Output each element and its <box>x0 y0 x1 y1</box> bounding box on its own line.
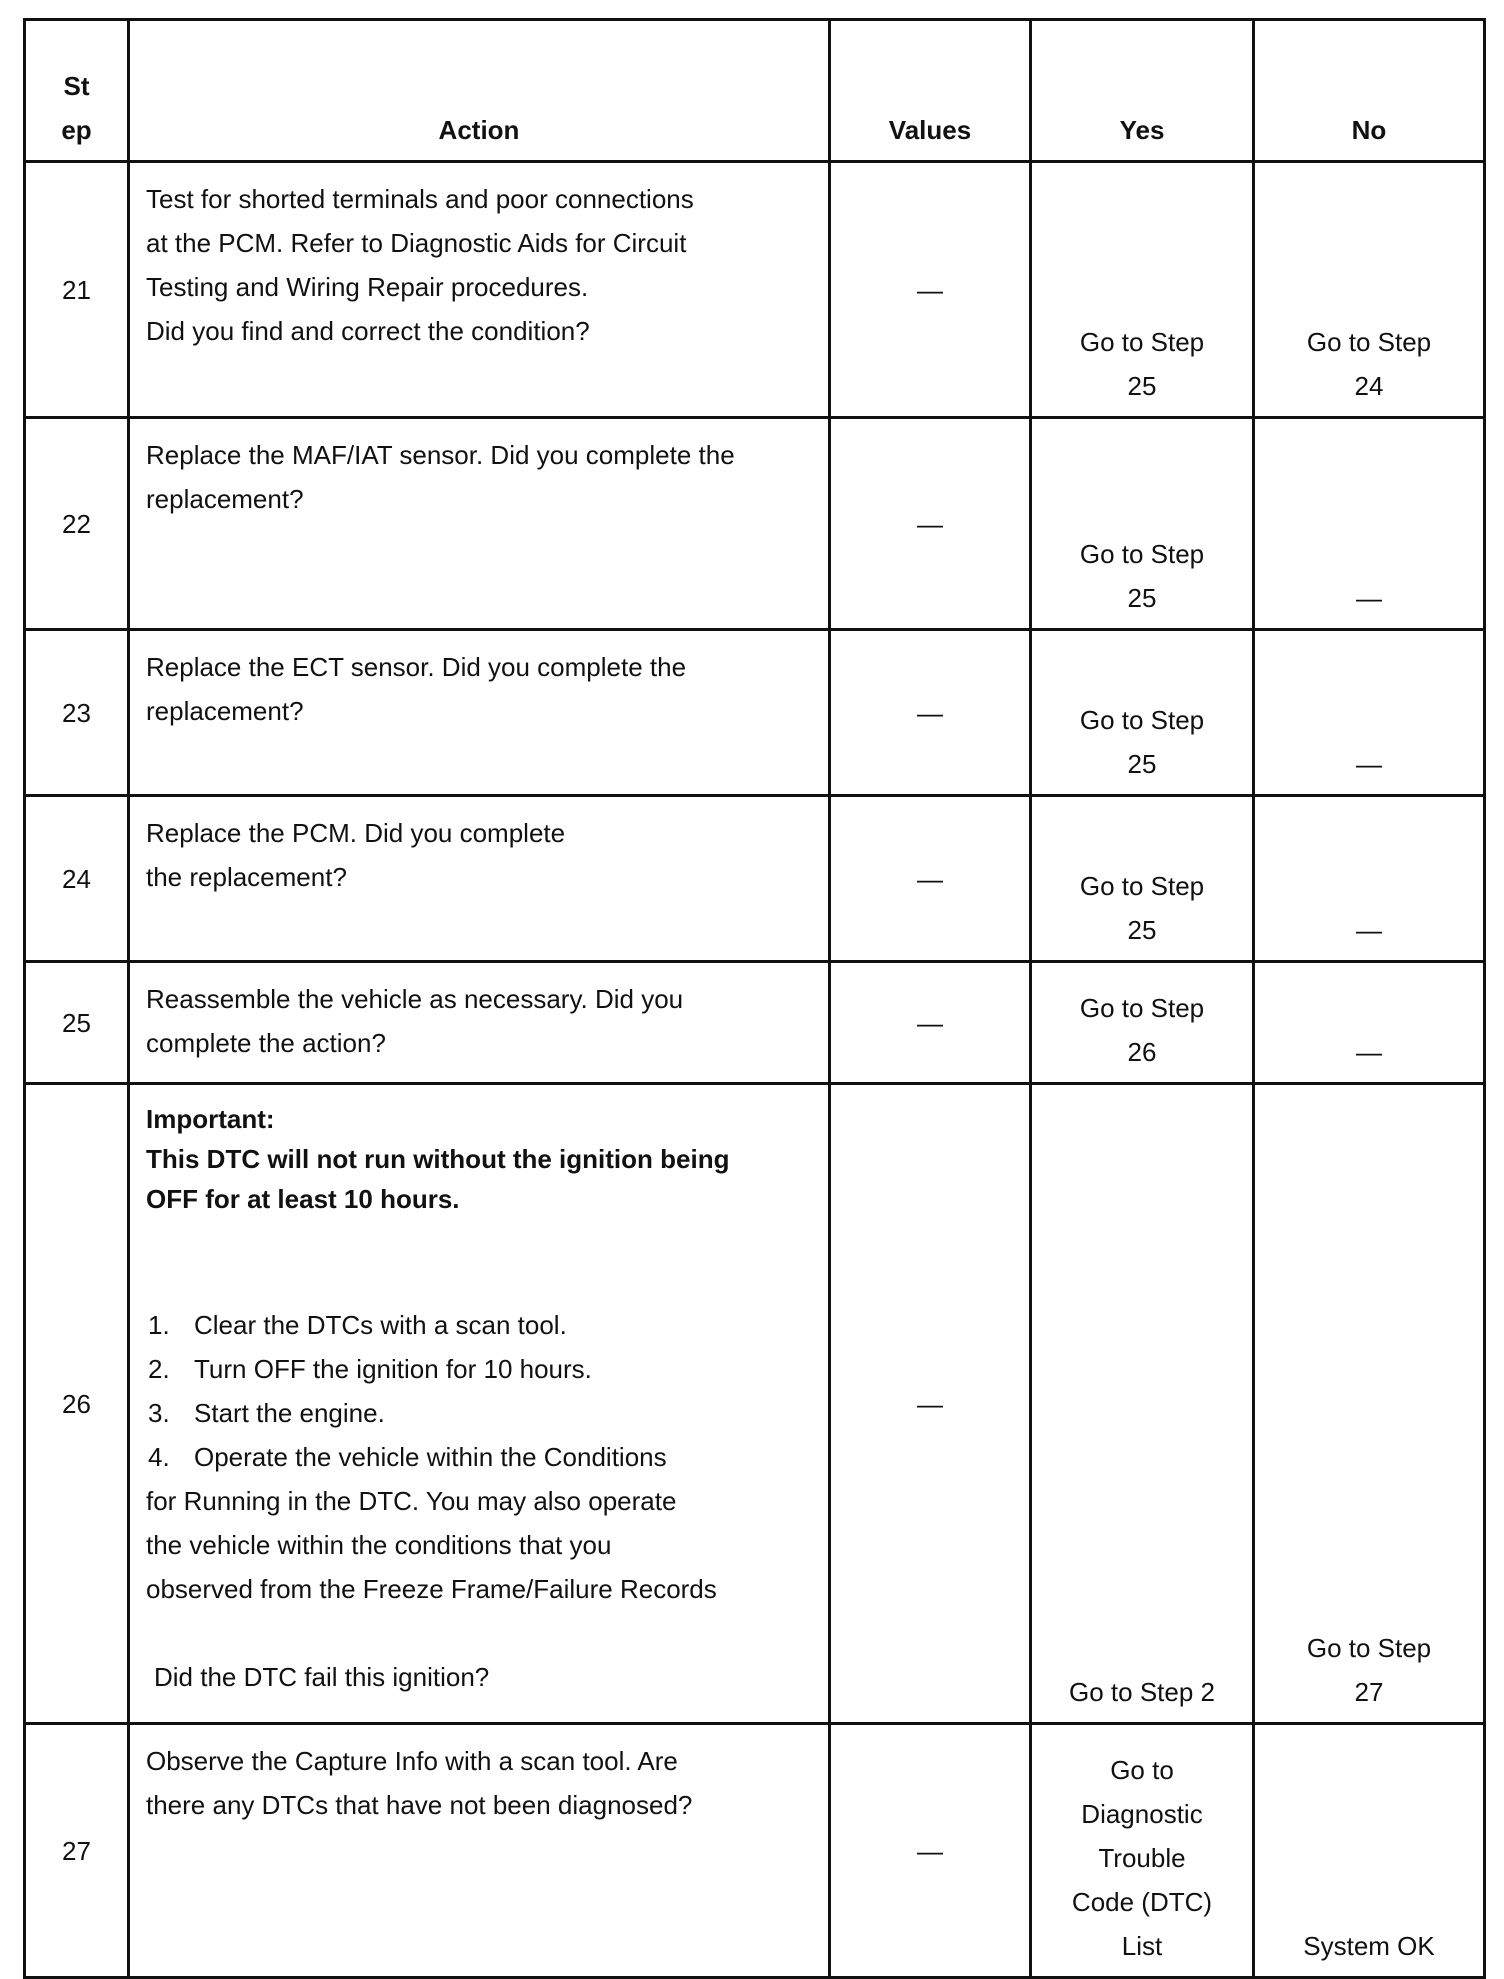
table-row <box>25 796 1485 962</box>
yes-line: Go to Step 2 <box>1069 1677 1215 1707</box>
step-number: 25 <box>25 962 129 1084</box>
no-cell <box>1254 1084 1485 1724</box>
action-line: the replacement? <box>146 862 347 892</box>
table-row <box>25 162 1485 418</box>
yes-line: 25 <box>1127 371 1157 401</box>
no-line: 24 <box>1354 371 1384 401</box>
list-text: Operate the vehicle within the Conditions <box>194 1442 667 1472</box>
action-cell <box>129 1724 830 1978</box>
yes-line: Diagnostic <box>1081 1799 1203 1829</box>
no-cell <box>1254 630 1485 796</box>
header-step-line1: St <box>63 71 90 101</box>
yes-line: Trouble <box>1098 1843 1186 1873</box>
step-number: 26 <box>25 1084 129 1724</box>
list-item <box>146 1347 812 1391</box>
important-text: OFF for at least 10 hours. <box>146 1184 460 1214</box>
action-line: Test for shorted terminals and poor connections <box>146 184 694 214</box>
action-line: the vehicle within the conditions that you <box>146 1530 612 1560</box>
no-line: — <box>1356 915 1382 945</box>
yes-line: Go to Step <box>1079 705 1205 735</box>
table-row <box>25 962 1485 1084</box>
yes-cell <box>1031 630 1254 796</box>
header-step-line2: ep <box>61 115 92 145</box>
header-step <box>25 20 129 162</box>
values-cell: — <box>830 1084 1031 1724</box>
yes-line: Go to Step <box>1079 539 1205 569</box>
no-cell <box>1254 962 1485 1084</box>
action-line: at the PCM. Refer to Diagnostic Aids for Circuit <box>146 228 687 258</box>
list-item <box>146 1391 812 1435</box>
action-line: Testing and Wiring Repair procedures. <box>146 272 589 302</box>
yes-line: Go to <box>1110 1755 1174 1785</box>
no-line: System OK <box>1303 1931 1435 1961</box>
important-text: This DTC will not run without the ignition being <box>146 1144 730 1174</box>
diagnostic-table <box>23 18 1486 1979</box>
values-cell: — <box>830 162 1031 418</box>
yes-cell <box>1031 162 1254 418</box>
action-line: observed from the Freeze Frame/Failure Records <box>146 1574 717 1604</box>
action-line: Observe the Capture Info with a scan tool. Are <box>146 1746 678 1776</box>
list-number: 4. <box>148 1442 170 1472</box>
table-row <box>25 1084 1485 1724</box>
no-cell <box>1254 796 1485 962</box>
no-line: — <box>1356 1037 1382 1067</box>
yes-cell <box>1031 796 1254 962</box>
yes-cell <box>1031 962 1254 1084</box>
action-line: complete the action? <box>146 1028 386 1058</box>
action-cell <box>129 162 830 418</box>
yes-line: Go to Step <box>1079 327 1205 357</box>
question-line: Did the DTC fail this ignition? <box>154 1662 490 1692</box>
action-cell <box>129 1084 830 1724</box>
yes-cell <box>1031 418 1254 630</box>
list-number: 3. <box>148 1398 170 1428</box>
header-values: Values <box>830 20 1031 162</box>
step-number: 23 <box>25 630 129 796</box>
no-line: — <box>1356 749 1382 779</box>
action-line: there any DTCs that have not been diagnosed? <box>146 1790 693 1820</box>
values-cell: — <box>830 1724 1031 1978</box>
yes-line: 25 <box>1127 749 1157 779</box>
list-text: Start the engine. <box>194 1398 385 1428</box>
no-line: — <box>1356 583 1382 613</box>
action-cell <box>129 630 830 796</box>
list-number: 1. <box>148 1310 170 1340</box>
list-number: 2. <box>148 1354 170 1384</box>
header-action: Action <box>129 20 830 162</box>
yes-line: 25 <box>1127 583 1157 613</box>
values-cell: — <box>830 796 1031 962</box>
action-cell <box>129 962 830 1084</box>
yes-line: 26 <box>1127 1037 1157 1067</box>
list-item <box>146 1303 812 1347</box>
header-row <box>25 20 1485 162</box>
table-row <box>25 1724 1485 1978</box>
yes-line: Go to Step <box>1079 993 1205 1023</box>
values-cell: — <box>830 962 1031 1084</box>
action-cell <box>129 418 830 630</box>
step-number: 21 <box>25 162 129 418</box>
action-line: replacement? <box>146 696 304 726</box>
no-cell <box>1254 162 1485 418</box>
values-cell: — <box>830 630 1031 796</box>
header-no: No <box>1254 20 1485 162</box>
table-row <box>25 418 1485 630</box>
procedure-list <box>146 1303 812 1479</box>
no-cell <box>1254 1724 1485 1978</box>
step-number: 27 <box>25 1724 129 1978</box>
no-line: Go to Step <box>1306 1633 1432 1663</box>
action-line: Replace the MAF/IAT sensor. Did you complete the <box>146 440 735 470</box>
yes-cell <box>1031 1084 1254 1724</box>
action-line: for Running in the DTC. You may also operate <box>146 1486 677 1516</box>
action-line: replacement? <box>146 484 304 514</box>
step-number: 22 <box>25 418 129 630</box>
yes-line: Go to Step <box>1079 871 1205 901</box>
list-item <box>146 1435 812 1479</box>
step-number: 24 <box>25 796 129 962</box>
yes-line: 25 <box>1127 915 1157 945</box>
action-line: Did you find and correct the condition? <box>146 316 590 346</box>
header-yes: Yes <box>1031 20 1254 162</box>
action-line: Replace the ECT sensor. Did you complete the <box>146 652 687 682</box>
table-row <box>25 630 1485 796</box>
action-cell <box>129 796 830 962</box>
no-line: Go to Step <box>1306 327 1432 357</box>
yes-line: Code (DTC) <box>1071 1887 1213 1917</box>
important-label: Important: <box>146 1104 275 1134</box>
yes-line: List <box>1121 1931 1163 1961</box>
list-text: Turn OFF the ignition for 10 hours. <box>194 1354 592 1384</box>
list-text: Clear the DTCs with a scan tool. <box>194 1310 567 1340</box>
no-line: 27 <box>1354 1677 1384 1707</box>
yes-cell <box>1031 1724 1254 1978</box>
action-line: Replace the PCM. Did you complete <box>146 818 566 848</box>
no-cell <box>1254 418 1485 630</box>
action-line: Reassemble the vehicle as necessary. Did you <box>146 984 684 1014</box>
values-cell: — <box>830 418 1031 630</box>
